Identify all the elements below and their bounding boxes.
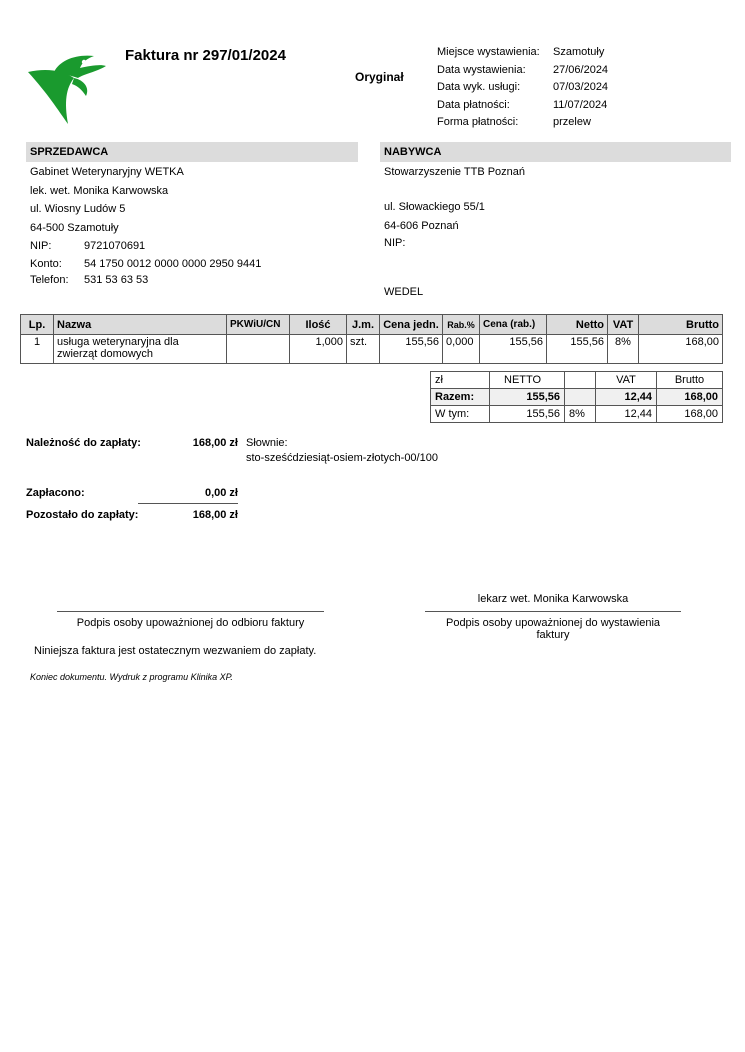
vat-summary-table [430, 371, 723, 423]
cell-name: usługa weterynaryjna dla zwierząt domowych [54, 335, 227, 364]
col-header-price: Cena jedn. [380, 315, 443, 335]
cell-price-disc: 155,56 [480, 335, 547, 364]
meta-label: Data wyk. usługi: [437, 81, 521, 93]
payment-notice: Niniejsza faktura jest ostatecznym wezwaniem do zapłaty. [34, 645, 317, 657]
summary-currency: zł [431, 372, 490, 389]
meta-value: 27/06/2024 [553, 63, 609, 76]
cell-net: 155,56 [547, 335, 608, 364]
seller-street: ul. Wiosny Ludów 5 [30, 203, 126, 215]
meta-row [437, 46, 608, 64]
document-footer: Koniec dokumentu. Wydruk z programu Klinika XP. [30, 672, 233, 682]
summary-incl-label: W tym: [431, 406, 490, 423]
col-header-unit: J.m. [347, 315, 380, 335]
invoice-meta [437, 46, 608, 134]
buyer-street: ul. Słowackiego 55/1 [384, 201, 485, 213]
meta-value: przelew [553, 116, 591, 128]
summary-incl-row [431, 406, 723, 423]
col-header-lp: Lp. [21, 315, 54, 335]
cell-vat: 8% [608, 335, 639, 364]
buyer-name: Stowarzyszenie TTB Poznań [384, 166, 526, 178]
meta-label: Data płatności: [437, 98, 510, 111]
meta-label: Miejsce wystawienia: [437, 46, 540, 58]
col-header-pkwiu: PKWiU/CN [227, 315, 290, 335]
seller-name: Gabinet Weterynaryjny WETKA [30, 166, 184, 178]
paid-label: Zapłacono: [26, 487, 85, 499]
summary-incl-vat: 12,44 [596, 406, 657, 423]
buyer-nip-label: NIP: [384, 237, 406, 249]
issuer-name: lekarz wet. Monika Karwowska [477, 593, 629, 605]
invoice-title: Faktura nr 297/01/2024 [125, 47, 286, 64]
summary-h-vat: VAT [596, 372, 657, 389]
cell-unit: szt. [347, 335, 380, 364]
summary-total-rate [565, 389, 596, 406]
seller-account: Konto: 54 1750 0012 0000 0000 2950 9441 [30, 257, 262, 270]
cell-gross: 168,00 [639, 335, 723, 364]
meta-label: Forma płatności: [437, 116, 519, 128]
summary-total-gross: 168,00 [657, 389, 723, 406]
seller-block [30, 163, 261, 288]
summary-incl-gross: 168,00 [657, 406, 723, 423]
col-header-net: Netto [547, 315, 608, 335]
seller-person: lek. wet. Monika Karwowska [30, 184, 169, 197]
meta-row [437, 99, 608, 117]
col-header-name: Nazwa [54, 315, 227, 335]
seller-heading: SPRZEDAWCA [26, 142, 358, 162]
remaining-label: Pozostało do zapłaty: [26, 509, 139, 521]
receiver-signature-caption: Podpis osoby upoważnionej do odbioru faktury [76, 617, 305, 629]
summary-incl-rate: 8% [565, 406, 596, 423]
buyer-heading: NABYWCA [380, 142, 731, 162]
buyer-city: 64-606 Poznań [384, 220, 459, 232]
summary-h-rate [565, 372, 596, 389]
cell-qty: 1,000 [290, 335, 347, 364]
summary-h-gross: Brutto [657, 372, 723, 389]
meta-row [437, 81, 608, 99]
meta-value: 07/03/2024 [553, 81, 609, 93]
meta-label: Data wystawienia: [437, 63, 526, 76]
buyer-extra: WEDEL [384, 286, 424, 298]
cell-price: 155,56 [380, 335, 443, 364]
meta-row [437, 116, 608, 134]
original-label: Oryginał [355, 70, 404, 84]
items-header-row [21, 315, 723, 335]
summary-h-net: NETTO [490, 372, 565, 389]
paid-divider [138, 503, 238, 504]
due-words: sto-sześćdziesiąt-osiem-złotych-00/100 [246, 452, 438, 464]
clinic-logo [24, 50, 108, 128]
summary-total-row [431, 389, 723, 406]
summary-total-vat: 12,44 [596, 389, 657, 406]
summary-incl-net: 155,56 [490, 406, 565, 423]
issuer-signature-line [425, 611, 681, 612]
summary-total-net: 155,56 [490, 389, 565, 406]
meta-value: Szamotuły [553, 46, 605, 58]
cell-discount: 0,000 [443, 335, 480, 364]
items-table [20, 314, 723, 364]
table-row [21, 335, 723, 364]
due-label: Należność do zapłaty: [26, 437, 141, 449]
seller-city: 64-500 Szamotuły [30, 221, 119, 234]
col-header-price-disc: Cena (rab.) [480, 315, 547, 335]
col-header-vat: VAT [608, 315, 639, 335]
col-header-gross: Brutto [639, 315, 723, 335]
summary-header-row [431, 372, 723, 389]
col-header-discount: Rab.% [443, 315, 480, 335]
remaining-amount: 168,00 zł [192, 509, 238, 521]
seller-phone: Telefon: 531 53 63 53 [30, 273, 149, 286]
issuer-signature-caption: Podpis osoby upoważnionej do wystawienia faktury [445, 617, 661, 641]
cell-lp: 1 [21, 335, 54, 364]
summary-total-label: Razem: [431, 389, 490, 406]
col-header-qty: Ilość [290, 315, 347, 335]
due-words-label: Słownie: [246, 437, 288, 449]
receiver-signature-line [57, 611, 324, 612]
due-amount: 168,00 zł [192, 437, 238, 449]
paid-amount: 0,00 zł [204, 487, 238, 499]
meta-row [437, 64, 608, 82]
meta-value: 11/07/2024 [553, 98, 608, 111]
seller-nip: NIP: 9721070691 [30, 240, 146, 252]
cell-pkwiu [227, 335, 290, 364]
